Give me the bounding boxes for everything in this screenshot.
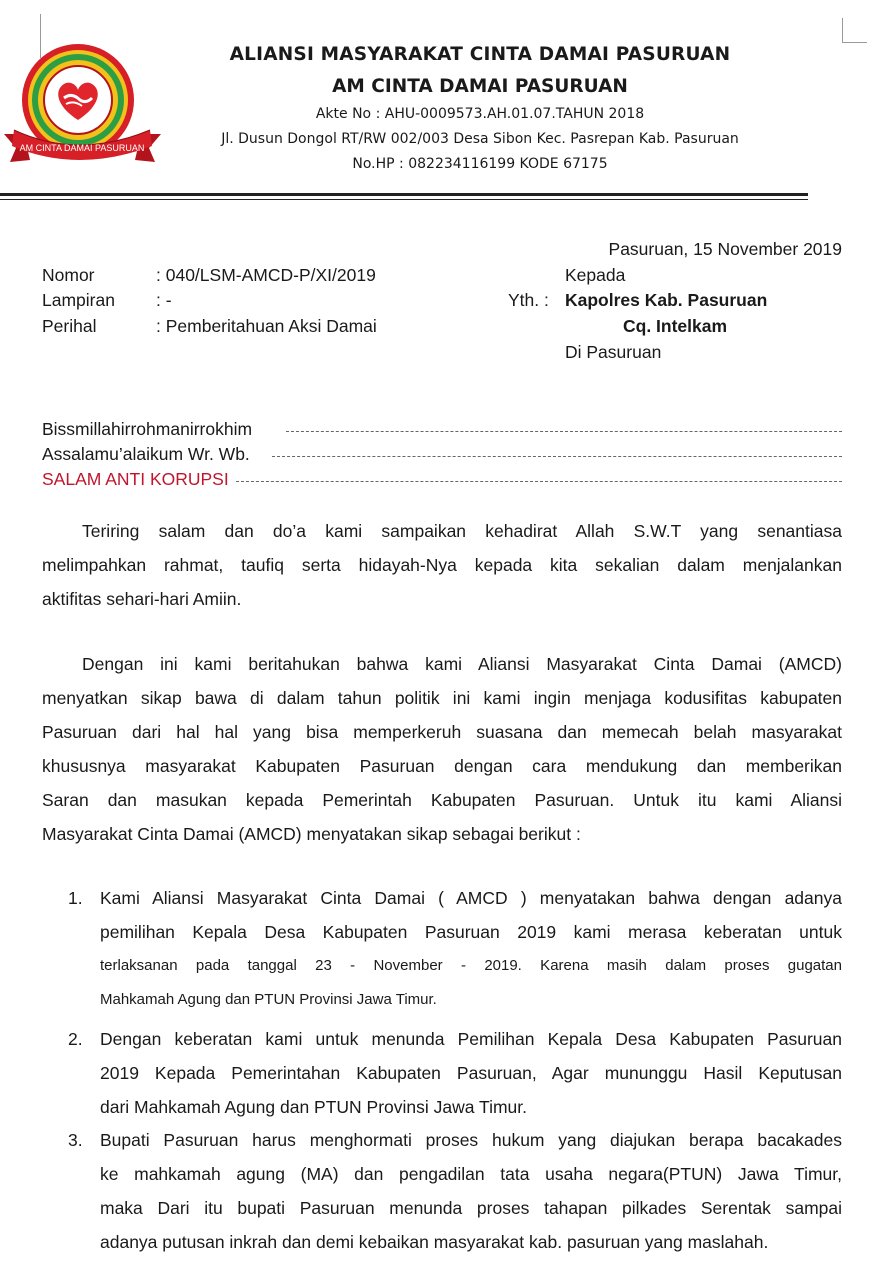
list-item bbox=[100, 881, 842, 1017]
dotted-leader bbox=[236, 481, 842, 482]
list-number: 1. bbox=[68, 888, 83, 908]
meta-label-nomor: Nomor bbox=[42, 265, 95, 285]
paragraph-line: khususnya masyarakat Kabupaten Pasuruan dengan cara mendukung dan memberikan bbox=[42, 756, 842, 776]
list-item-line: Bupati Pasuruan harus menghormati proses hukum yang diajukan berapa bacakades bbox=[100, 1130, 842, 1150]
organization-logo bbox=[0, 42, 165, 174]
list-item-line: dari Mahkamah Agung dan PTUN Provinsi Jawa Timur. bbox=[100, 1097, 527, 1117]
paragraph-statement bbox=[42, 647, 842, 851]
org-address: Jl. Dusun Dongol RT/RW 002/003 Desa Sibon Kec. Pasrepan Kab. Pasuruan bbox=[221, 131, 739, 147]
list-item-line: pemilihan Kepala Desa Kabupaten Pasuruan 2019 kami merasa keberatan untuk bbox=[100, 922, 842, 942]
recipient-cq: Cq. Intelkam bbox=[623, 316, 728, 336]
akte-number: Akte No : AHU-0009573.AH.01.07.TAHUN 2018 bbox=[315, 106, 645, 122]
recipient-name: Kapolres Kab. Pasuruan bbox=[565, 290, 768, 310]
list-item-line: maka Dari itu bupati Pasuruan menunda proses tahapan pilkades Serentak sampai bbox=[100, 1198, 842, 1218]
list-item-line: Kami Aliansi Masyarakat Cinta Damai ( AMCD ) menyatakan bahwa dengan adanya bbox=[100, 888, 842, 908]
meta-value-perihal: : Pemberitahuan Aksi Damai bbox=[156, 316, 377, 336]
paragraph-line: Teriring salam dan do’a kami sampaikan kehadirat Allah S.W.T yang senantiasa bbox=[82, 521, 842, 541]
logo-ribbon-text: AM CINTA DAMAI PASURUAN bbox=[19, 143, 145, 153]
list-number: 2. bbox=[68, 1029, 83, 1049]
recipient-place: Di Pasuruan bbox=[565, 342, 662, 362]
list-number: 3. bbox=[68, 1130, 83, 1150]
list-item-line: Dengan keberatan kami untuk menunda Pemilihan Kepala Desa Kabupaten Pasuruan bbox=[100, 1029, 842, 1049]
meta-label-lampiran: Lampiran bbox=[42, 290, 115, 310]
paragraph-line: aktifitas sehari-hari Amiin. bbox=[42, 589, 242, 609]
paragraph-line: Saran dan masukan kepada Pemerintah Kabupaten Pasuruan. Untuk itu kami Aliansi bbox=[42, 790, 842, 810]
dotted-leader bbox=[286, 431, 842, 432]
meta-label-perihal: Perihal bbox=[42, 316, 97, 336]
letterhead-rule-thick bbox=[0, 193, 808, 196]
paragraph-line: Pasuruan dari hal hal yang bisa memperkeruh suasana dan memecah belah masyarakat bbox=[42, 722, 842, 742]
paragraph-line: Dengan ini kami beritahukan bahwa kami Aliansi Masyarakat Cinta Damai (AMCD) bbox=[82, 654, 842, 674]
org-name: ALIANSI MASYARAKAT CINTA DAMAI PASURUAN bbox=[229, 44, 731, 65]
list-item-line: Mahkamah Agung dan PTUN Provinsi Jawa Timur. bbox=[100, 991, 437, 1008]
meta-value-nomor: : 040/LSM-AMCD-P/XI/2019 bbox=[156, 265, 376, 285]
paragraph-line: menyatkan sikap bawa di dalam tahun politik ini kami ingin menjaga kodusifitas kabupaten bbox=[42, 688, 842, 708]
org-phone: No.HP : 082234116199 KODE 67175 bbox=[352, 156, 608, 172]
greeting-salam: Assalamu’alaikum Wr. Wb. bbox=[42, 444, 250, 464]
dotted-leader bbox=[272, 456, 842, 457]
list-item-line: ke mahkamah agung (MA) dan pengadilan tata usaha negara(PTUN) Jawa Timur, bbox=[100, 1164, 842, 1184]
list-item-line: terlaksanan pada tanggal 23 - November - 2019. Karena masih dalam proses gugatan bbox=[100, 957, 842, 974]
meta-value-lampiran: : - bbox=[156, 290, 172, 310]
letter-date: Pasuruan, 15 November 2019 bbox=[608, 239, 842, 259]
paragraph-line: melimpahkan rahmat, taufiq serta hidayah-Nya kepada kita sekalian dalam menjalankan bbox=[42, 555, 842, 575]
list-item bbox=[100, 1022, 842, 1124]
paragraph-line: Masyarakat Cinta Damai (AMCD) menyatakan sikap sebagai berikut : bbox=[42, 824, 581, 844]
greeting-bismillah: Bissmillahirrohmanirrokhim bbox=[42, 419, 253, 439]
org-short-name: AM CINTA DAMAI PASURUAN bbox=[332, 76, 628, 97]
paragraph-opening bbox=[42, 514, 842, 616]
list-item-line: adanya putusan inkrah dan demi kebaikan masyarakat kab. pasuruan yang maslahah. bbox=[100, 1232, 769, 1252]
recipient-kepada: Kepada bbox=[565, 265, 626, 285]
page-corner-mark-right bbox=[842, 18, 867, 43]
letterhead-rule-thin bbox=[0, 199, 808, 200]
list-item-line: 2019 Kepada Pemerintahan Kabupaten Pasuruan, Agar mununggu Hasil Keputusan bbox=[100, 1063, 842, 1083]
list-item bbox=[100, 1123, 842, 1259]
greeting-anti-korupsi: SALAM ANTI KORUPSI bbox=[42, 469, 229, 489]
recipient-yth: Yth. : bbox=[508, 290, 549, 310]
